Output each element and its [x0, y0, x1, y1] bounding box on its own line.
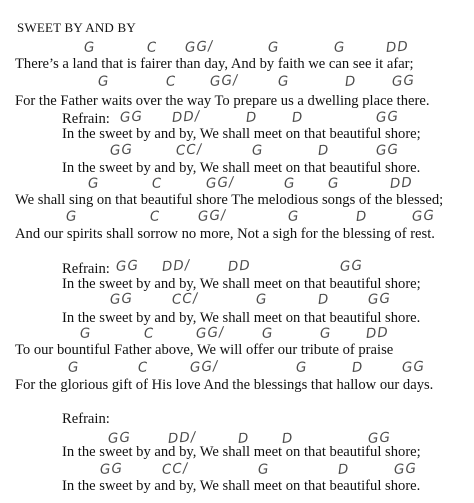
lyric-line: In the sweet by and by, We shall meet on that beautiful shore;: [62, 276, 421, 292]
lyric-line: In the sweet by and by, We shall meet on that beautiful shore.: [62, 310, 421, 326]
chord: D: [237, 430, 250, 447]
chord: G: [79, 325, 92, 342]
lyric-line: In the sweet by and by, We shall meet on that beautiful shore;: [62, 444, 421, 460]
lyric-line: We shall sing on that beautiful shore The melodious songs of the blessed;: [15, 192, 444, 208]
lyric-line: To our bountiful Father above, We will offer our tribute of praise: [15, 342, 394, 358]
chord: C: [165, 73, 177, 90]
chord: DD/: [171, 108, 201, 126]
chord: CC/: [161, 460, 189, 478]
chord: GG/: [205, 174, 235, 192]
chord: G: [67, 359, 80, 376]
chord: GG/: [184, 38, 214, 56]
chord: DD: [365, 324, 390, 342]
chord: GG: [339, 257, 364, 275]
lyric-line: There’s a land that is fairer than day, And by faith we can see it afar;: [15, 56, 414, 72]
chord: G: [333, 39, 346, 56]
chord: G: [251, 142, 264, 159]
chord: D: [281, 430, 294, 447]
chord: GG/: [197, 207, 227, 225]
chord: D: [351, 359, 364, 376]
chord: D: [344, 73, 357, 90]
chord: DD/: [161, 257, 191, 275]
chord: DD: [389, 174, 414, 192]
chord: GG: [375, 141, 400, 159]
refrain-label: Refrain:: [62, 261, 110, 277]
chord: D: [355, 208, 368, 225]
chord: G: [83, 39, 96, 56]
lyric-line: For the Father waits over the way To prepare us a dwelling place there.: [15, 93, 430, 109]
chord: G: [327, 175, 340, 192]
chord: GG: [109, 290, 134, 308]
chord-row: [0, 74, 474, 90]
chord-row: [0, 143, 474, 159]
chord: G: [261, 325, 274, 342]
chord: C: [151, 175, 163, 192]
lyric-line: In the sweet by and by, We shall meet on that beautiful shore.: [62, 478, 421, 494]
lyric-line: And our spirits shall sorrow no more, Not a sigh for the blessing of rest.: [15, 226, 435, 242]
chord: C: [149, 208, 161, 225]
chord-row: [0, 360, 474, 376]
chord: GG: [115, 257, 140, 275]
chord-row: [0, 292, 474, 308]
song-title: SWEET BY AND BY: [17, 20, 136, 35]
chord: GG: [99, 460, 124, 478]
chord: D: [317, 291, 330, 308]
chord-row: [0, 326, 474, 342]
chord: D: [291, 109, 304, 126]
chord: GG: [391, 72, 416, 90]
lyric-line: In the sweet by and by, We shall meet on that beautiful shore.: [62, 160, 421, 176]
chord: DD: [385, 38, 410, 56]
chord: GG: [367, 429, 392, 447]
chord: G: [287, 208, 300, 225]
chord-row: [0, 110, 474, 126]
chord-row: [0, 209, 474, 225]
chord: G: [87, 175, 100, 192]
chord: G: [283, 175, 296, 192]
chord: GG: [119, 108, 144, 126]
chord: GG/: [189, 358, 219, 376]
chord: G: [267, 39, 280, 56]
chord: CC/: [175, 141, 203, 159]
chord: DD/: [167, 429, 197, 447]
chord: D: [337, 461, 350, 478]
chord: DD: [227, 257, 252, 275]
chord: G: [257, 461, 270, 478]
chord: G: [277, 73, 290, 90]
chord: G: [65, 208, 78, 225]
chord: C: [146, 39, 158, 56]
chord: D: [317, 142, 330, 159]
chord-row: [0, 259, 474, 275]
chord: GG/: [209, 72, 239, 90]
chord: G: [319, 325, 332, 342]
chord: G: [255, 291, 268, 308]
chord: G: [295, 359, 308, 376]
chord: C: [143, 325, 155, 342]
chord: GG: [375, 108, 400, 126]
chord: GG: [109, 141, 134, 159]
chord: GG: [367, 290, 392, 308]
chord: GG: [401, 358, 426, 376]
chord: GG: [393, 460, 418, 478]
chord: GG: [107, 429, 132, 447]
lyric-line: In the sweet by and by, We shall meet on that beautiful shore;: [62, 126, 421, 142]
chord: G: [97, 73, 110, 90]
chord: GG/: [195, 324, 225, 342]
chord: D: [245, 109, 258, 126]
refrain-label: Refrain:: [62, 411, 110, 427]
chord: C: [137, 359, 149, 376]
chord-row: [0, 176, 474, 192]
chord: CC/: [171, 290, 199, 308]
chord: GG: [411, 207, 436, 225]
chord-row: [0, 40, 474, 56]
chord-row: [0, 462, 474, 478]
refrain-label: Refrain:: [62, 111, 110, 127]
lyric-line: For the glorious gift of His love And the blessings that hallow our days.: [15, 377, 434, 393]
